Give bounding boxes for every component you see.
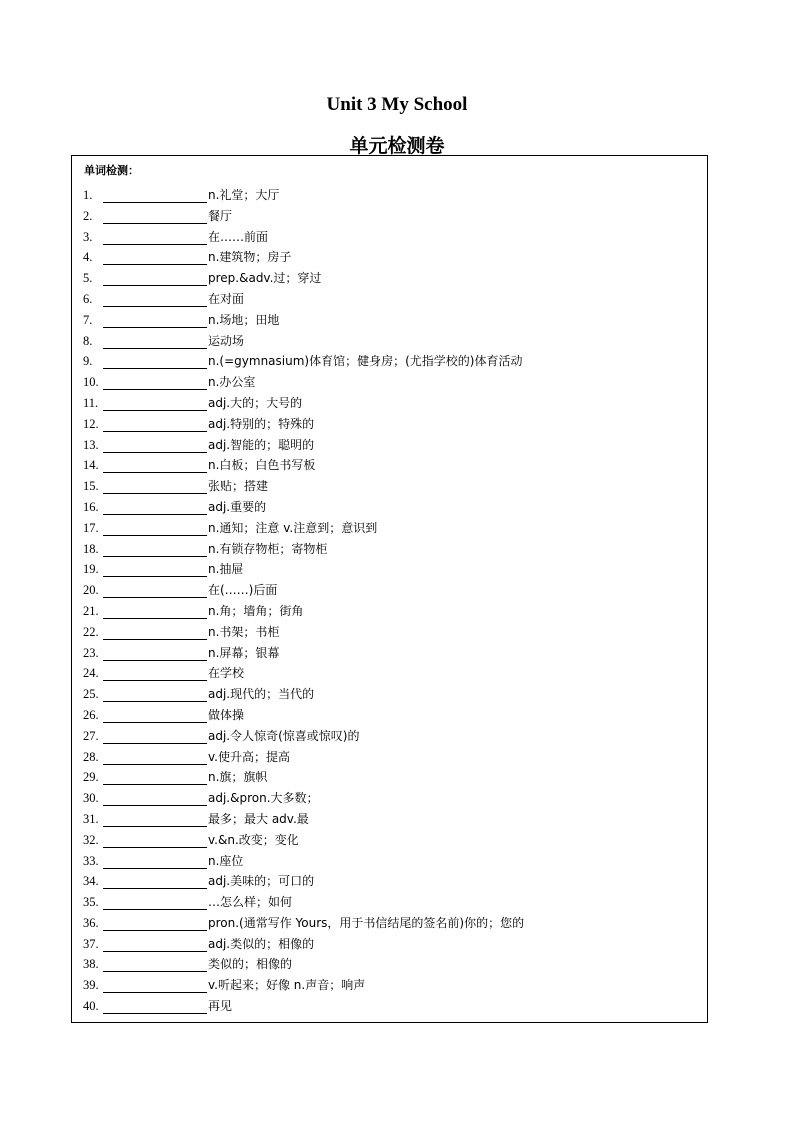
answer-blank[interactable] — [103, 979, 207, 993]
item-meaning: n.通知；注意 v.注意到；意识到 — [208, 520, 378, 535]
item-meaning: adj.类似的；相像的 — [208, 936, 315, 951]
answer-blank[interactable] — [103, 958, 207, 972]
list-item — [72, 539, 707, 560]
list-item — [72, 809, 707, 830]
item-number: 9. — [83, 354, 93, 369]
item-meaning: 在对面 — [208, 291, 245, 306]
item-meaning: adj.大的；大号的 — [208, 395, 303, 410]
vocabulary-list — [72, 185, 707, 1017]
item-number: 30. — [83, 791, 99, 806]
item-meaning: n.场地；田地 — [208, 312, 280, 327]
item-meaning: 再见 — [208, 999, 233, 1014]
item-meaning: adj.令人惊奇(惊喜或惊叹)的 — [208, 728, 360, 743]
list-item — [72, 643, 707, 664]
item-number: 16. — [83, 499, 99, 514]
item-meaning: prep.&adv.过；穿过 — [208, 271, 322, 286]
item-meaning: 在学校 — [208, 666, 245, 681]
list-item — [72, 310, 707, 331]
list-item — [72, 705, 707, 726]
answer-blank[interactable] — [103, 647, 207, 661]
item-meaning: 餐厅 — [208, 208, 233, 223]
answer-blank[interactable] — [103, 751, 207, 765]
item-number: 20. — [83, 583, 99, 598]
item-number: 17. — [83, 520, 99, 535]
item-number: 23. — [83, 645, 99, 660]
item-number: 34. — [83, 874, 99, 889]
answer-blank[interactable] — [103, 272, 207, 286]
list-item — [72, 830, 707, 851]
item-number: 39. — [83, 978, 99, 993]
answer-blank[interactable] — [103, 771, 207, 785]
list-item — [72, 497, 707, 518]
item-number: 4. — [83, 250, 93, 265]
item-meaning: 在(……)后面 — [208, 583, 278, 598]
answer-blank[interactable] — [103, 667, 207, 681]
item-number: 29. — [83, 770, 99, 785]
item-number: 18. — [83, 541, 99, 556]
answer-blank[interactable] — [103, 418, 207, 432]
list-item — [72, 663, 707, 684]
item-meaning: 类似的；相像的 — [208, 957, 293, 972]
item-meaning: pron.(通常写作 Yours，用于书信结尾的签名前)你的；您的 — [208, 915, 525, 930]
item-number: 35. — [83, 895, 99, 910]
item-number: 5. — [83, 271, 93, 286]
item-number: 12. — [83, 416, 99, 431]
item-number: 26. — [83, 707, 99, 722]
item-number: 21. — [83, 603, 99, 618]
answer-blank[interactable] — [103, 605, 207, 619]
item-number: 32. — [83, 832, 99, 847]
item-meaning: n.座位 — [208, 853, 244, 868]
answer-blank[interactable] — [103, 355, 207, 369]
answer-blank[interactable] — [103, 730, 207, 744]
list-item — [72, 227, 707, 248]
item-number: 28. — [83, 749, 99, 764]
item-meaning: n.抽屉 — [208, 562, 244, 577]
item-meaning: n.礼堂；大厅 — [208, 188, 280, 202]
list-item — [72, 393, 707, 414]
item-number: 13. — [83, 437, 99, 452]
answer-blank[interactable] — [103, 314, 207, 328]
page-title: Unit 3 My School — [326, 94, 468, 115]
item-number: 8. — [83, 333, 93, 348]
list-item — [72, 996, 707, 1017]
answer-blank[interactable] — [103, 1000, 207, 1014]
list-item — [72, 289, 707, 310]
list-item — [72, 372, 707, 393]
item-meaning: adj.智能的；聪明的 — [208, 437, 315, 452]
answer-blank[interactable] — [103, 189, 207, 203]
list-item — [72, 580, 707, 601]
answer-blank[interactable] — [103, 563, 207, 577]
item-number: 14. — [83, 458, 99, 473]
item-meaning: 运动场 — [208, 333, 245, 348]
answer-blank[interactable] — [103, 501, 207, 515]
item-meaning: n.建筑物；房子 — [208, 250, 292, 265]
list-item — [72, 622, 707, 643]
list-item — [72, 975, 707, 996]
list-item — [72, 601, 707, 622]
answer-blank[interactable] — [103, 376, 207, 390]
item-meaning: n.白板；白色书写板 — [208, 458, 316, 473]
item-number: 22. — [83, 624, 99, 639]
item-number: 15. — [83, 479, 99, 494]
answer-blank[interactable] — [103, 938, 207, 952]
list-item — [72, 684, 707, 705]
item-meaning: adj.特别的；特殊的 — [208, 416, 315, 431]
list-item — [72, 331, 707, 352]
item-number: 7. — [83, 312, 93, 327]
item-number: 10. — [83, 375, 99, 390]
item-meaning: adj.美味的；可口的 — [208, 874, 315, 889]
answer-blank[interactable] — [103, 917, 207, 931]
answer-blank[interactable] — [103, 584, 207, 598]
item-number: 38. — [83, 957, 99, 972]
item-meaning: n.屏幕；银幕 — [208, 645, 280, 660]
answer-blank[interactable] — [103, 251, 207, 265]
answer-blank[interactable] — [103, 231, 207, 245]
answer-blank[interactable] — [103, 293, 207, 307]
list-item — [72, 268, 707, 289]
item-meaning: n.旗；旗帜 — [208, 770, 268, 785]
list-item — [72, 788, 707, 809]
answer-blank[interactable] — [103, 543, 207, 557]
answer-blank[interactable] — [103, 688, 207, 702]
item-meaning: adj.现代的；当代的 — [208, 687, 315, 702]
list-item — [72, 726, 707, 747]
worksheet-box — [71, 155, 708, 1023]
list-item — [72, 747, 707, 768]
item-meaning: v.&n.改变；变化 — [208, 832, 299, 847]
list-item — [72, 871, 707, 892]
item-number: 6. — [83, 291, 93, 306]
list-item — [72, 851, 707, 872]
answer-blank[interactable] — [103, 813, 207, 827]
answer-blank[interactable] — [103, 439, 207, 453]
answer-blank[interactable] — [103, 875, 207, 889]
item-number: 19. — [83, 562, 99, 577]
item-number: 37. — [83, 936, 99, 951]
answer-blank[interactable] — [103, 522, 207, 536]
item-number: 36. — [83, 915, 99, 930]
page-subtitle: 单元检测卷 — [349, 135, 445, 157]
answer-blank[interactable] — [103, 709, 207, 723]
item-meaning: n.(=gymnasium)体育馆；健身房；(尤指学校的)体育活动 — [208, 354, 523, 369]
item-number: 40. — [83, 999, 99, 1014]
item-meaning: adj.重要的 — [208, 499, 267, 514]
section-label: 单词检测： — [84, 164, 139, 177]
item-number: 2. — [83, 208, 93, 223]
list-item — [72, 206, 707, 227]
list-item — [72, 559, 707, 580]
answer-blank[interactable] — [103, 459, 207, 473]
list-item — [72, 414, 707, 435]
list-item — [72, 767, 707, 788]
item-number: 24. — [83, 666, 99, 681]
answer-blank[interactable] — [103, 397, 207, 411]
list-item — [72, 435, 707, 456]
item-number: 27. — [83, 728, 99, 743]
item-meaning: v.使升高；提高 — [208, 749, 290, 764]
answer-blank[interactable] — [103, 834, 207, 848]
item-number: 25. — [83, 687, 99, 702]
answer-blank[interactable] — [103, 335, 207, 349]
list-item — [72, 934, 707, 955]
list-item — [72, 455, 707, 476]
list-item — [72, 351, 707, 372]
answer-blank[interactable] — [103, 210, 207, 224]
list-item — [72, 913, 707, 934]
item-meaning: 最多；最大 adv.最 — [208, 811, 309, 826]
answer-blank[interactable] — [103, 855, 207, 869]
item-meaning: n.角；墙角；街角 — [208, 603, 304, 618]
answer-blank[interactable] — [103, 792, 207, 806]
answer-blank[interactable] — [103, 626, 207, 640]
item-number: 1. — [83, 188, 93, 202]
item-meaning: 张贴；搭建 — [208, 479, 269, 494]
item-meaning: 做体操 — [208, 707, 245, 722]
item-meaning: …怎么样；如何 — [208, 895, 293, 910]
list-item — [72, 518, 707, 539]
item-number: 3. — [83, 229, 93, 244]
list-item — [72, 185, 707, 206]
item-number: 11. — [83, 395, 99, 410]
list-item — [72, 954, 707, 975]
item-meaning: n.书架；书柜 — [208, 624, 280, 639]
item-number: 33. — [83, 853, 99, 868]
item-number: 31. — [83, 811, 99, 826]
answer-blank[interactable] — [103, 896, 207, 910]
item-meaning: 在……前面 — [208, 229, 269, 244]
item-meaning: n.有锁存物柜；寄物柜 — [208, 541, 328, 556]
list-item — [72, 247, 707, 268]
list-item — [72, 892, 707, 913]
answer-blank[interactable] — [103, 480, 207, 494]
item-meaning: v.听起来；好像 n.声音；响声 — [208, 978, 366, 993]
item-meaning: n.办公室 — [208, 375, 256, 390]
list-item — [72, 476, 707, 497]
item-meaning: adj.&pron.大多数； — [208, 791, 319, 806]
